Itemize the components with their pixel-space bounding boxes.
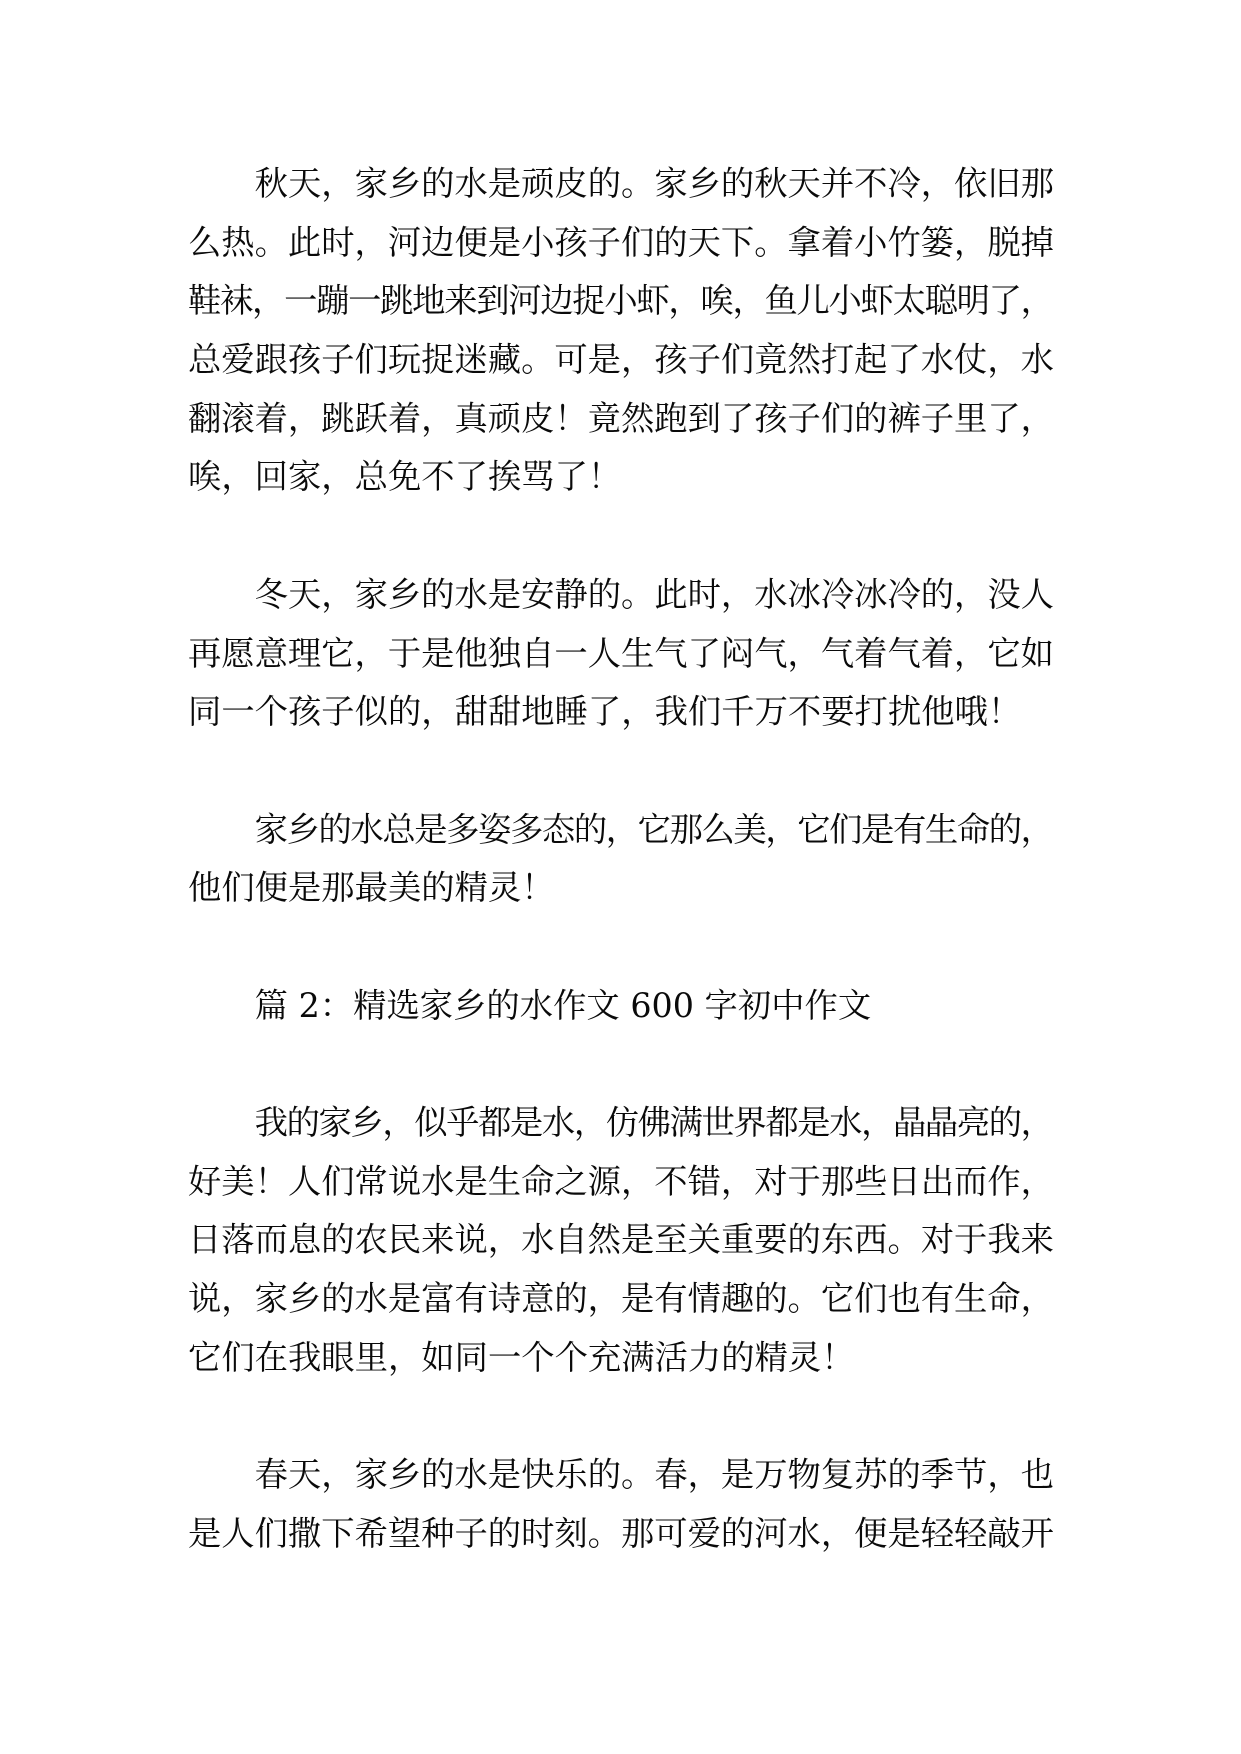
text-line: 么热。此时，河边便是小孩子们的天下。拿着小竹篓，脱掉 [188,222,1054,262]
text-line: 秋天，家乡的水是顽皮的。家乡的秋天并不冷，依旧那 [254,164,1054,203]
text-line: 日落而息的农民来说，水自然是至关重要的东西。对于我来 [188,1220,1054,1260]
document-body [188,155,1054,1564]
text-line: 冬天，家乡的水是安静的。此时，水冰冷冰冷的，没人 [254,574,1054,614]
text-line: 是人们撒下希望种子的时刻。那可爱的河水，便是轻轻敲开 [188,1513,1054,1553]
text-line: 总爱跟孩子们玩捉迷藏。可是，孩子们竟然打起了水仗，水 [188,340,1054,380]
text-line: 翻滚着，跳跃着，真顽皮！竟然跑到了孩子们的裤子里了， [188,398,1054,438]
paragraph [188,1094,1054,1387]
text-line: 春天，家乡的水是快乐的。春，是万物复苏的季节，也 [254,1455,1054,1495]
paragraph [188,801,1054,918]
text-line: 家乡的水总是多姿多态的，它那么美，它们是有生命的， [254,809,1053,849]
text-line: 再愿意理它，于是他独自一人生气了闷气，气着气着，它如 [188,633,1054,673]
paragraph [188,566,1054,742]
text-line: 我的家乡，似乎都是水，仿佛满世界都是水，晶晶亮的， [254,1103,1053,1142]
text-line: 他们便是那最美的精灵！ [188,868,555,908]
paragraph [188,1446,1054,1563]
text-line: 同一个孩子似的，甜甜地睡了，我们千万不要打扰他哦！ [188,692,1022,732]
text-line: 说，家乡的水是富有诗意的，是有情趣的。它们也有生命， [188,1279,1054,1319]
section-heading-paragraph [188,977,1054,1036]
paragraph [188,155,1054,507]
section-heading: 篇 2：精选家乡的水作文 600 字初中作文 [254,985,872,1025]
text-line: 它们在我眼里，如同一个个充满活力的精灵！ [188,1337,855,1377]
text-line: 鞋袜，一蹦一跳地来到河边捉小虾，唉，鱼儿小虾太聪明了， [188,281,1053,321]
text-line: 好美！人们常说水是生命之源，不错，对于那些日出而作， [188,1161,1054,1201]
text-line: 唉，回家，总免不了挨骂了！ [188,457,622,497]
